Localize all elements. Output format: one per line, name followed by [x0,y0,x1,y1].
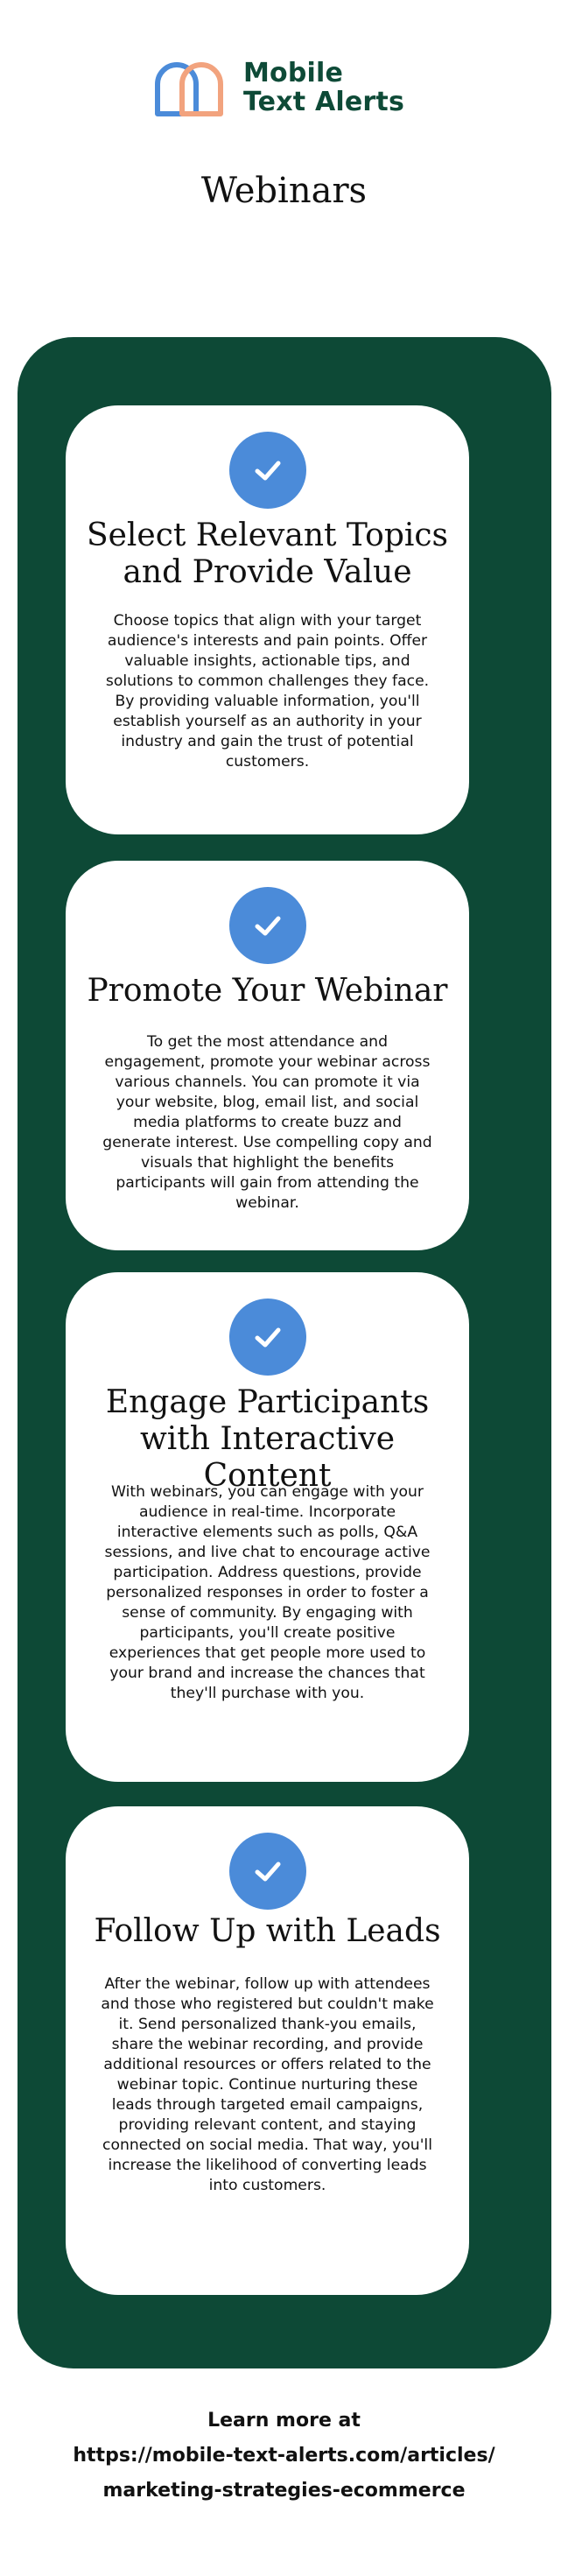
brand-name [243,59,404,116]
card-body: To get the most attendance and engagement, promote your webinar across various channels. You can promote it via your website, blog, email list, and social media platforms to create buzz and generate interest. Use compelling copy and visuals that highlight the benefits participants will gain from attending the webinar. [102,1033,432,1212]
footer-link-line2[interactable]: marketing-strategies-ecommerce [102,2480,466,2502]
card-promote-webinar [66,861,469,1250]
card-title: Select Relevant Topics and Provide Value [86,517,449,590]
checkmark-icon [229,1833,306,1910]
footer-label: Learn more at [207,2410,361,2432]
footer-learn-more [0,2404,568,2509]
card-engage-participants [66,1272,469,1782]
header [0,53,568,123]
checkmark-icon [229,432,306,509]
brand-name-line2: Text Alerts [243,87,405,117]
page-title: Webinars [200,171,368,211]
card-follow-up-leads [66,1806,469,2295]
card-select-topics [66,405,469,834]
logo-icon [151,58,231,117]
card-title: Promote Your Webinar [87,973,448,1009]
brand-name-line1: Mobile [243,58,344,88]
card-body: After the webinar, follow up with attendees and those who registered but couldn't make it. Send personalized thank-you emails, share the webinar recording, and provide additional resources or offers related to the webinar topic. Continue nurturing these leads through targeted email campaigns, providing relevant content, and staying connected on social media. That way, you'll increase the likelihood of converting leads into customers. [101,1975,434,2194]
card-body: With webinars, you can engage with your audience in real-time. Incorporate interactive elements such as polls, Q&A sessions, and live chat to encourage active participation. Address questions, provide personalized responses in order to foster a sense of community. By engaging with participants, you'll create positive experiences that get people more used to your brand and increase the chances that they'll purchase with you. [104,1483,431,1702]
card-title: Follow Up with Leads [94,1913,441,1949]
card-body: Choose topics that align with your target audience's interests and pain points. Offer valuable insights, actionable tips, and solutions to common challenges they face. By providing valuable information, you'll establish yourself as an authority in your industry and gain the trust of potential customers. [105,612,430,771]
footer-link-line1[interactable]: https://mobile-text-alerts.com/articles/ [73,2445,495,2467]
checkmark-icon [229,887,306,964]
card-title: Engage Participants with Interactive Content [105,1384,430,1494]
checkmark-icon [229,1299,306,1376]
brand-logo[interactable] [151,53,422,123]
